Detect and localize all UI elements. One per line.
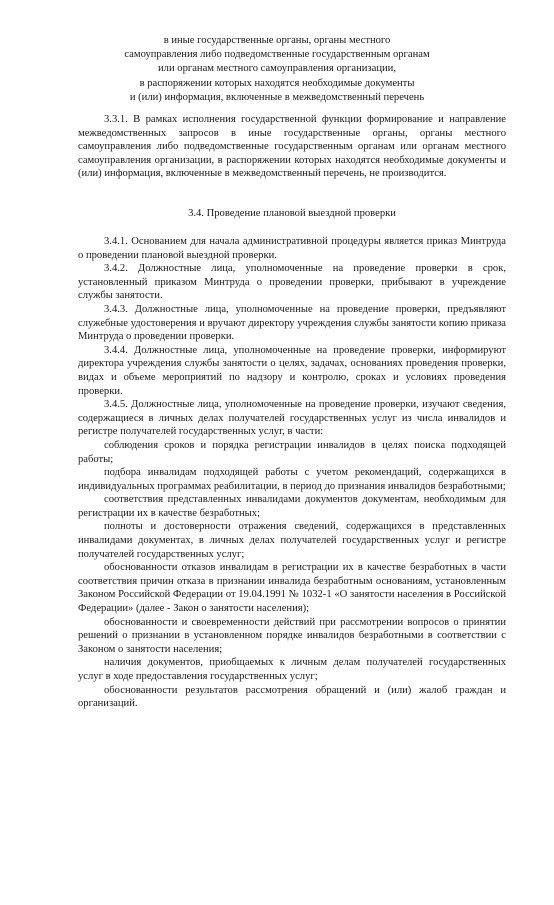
header-line: в иные государственные органы, органы местного [163, 35, 391, 46]
header-line: в распоряжении которых находятся необходимые документы [139, 77, 415, 89]
list-item: обоснованности и своевременности действий при рассмотрении вопросов о принятии решений о признании в установленном порядке инвалидов безработными в соответствии с Законом о занятости населения; [78, 616, 506, 655]
list-item: подбора инвалидам подходящей работы с учетом рекомендаций, содержащихся в индивидуальных программах реабилитации, в период до признания инвалидов безработными; [78, 467, 506, 492]
header-line: самоуправления либо подведомственные государственным органам [124, 49, 430, 61]
paragraph: 3.4.3. Должностные лица, уполномоченные на проведение проверки, предъявляют служебные удостоверения и вручают директору учреждения службы занятости копию приказа Минтруда о проведении проверки. [78, 303, 506, 343]
paragraph-3-3-1-block [78, 113, 506, 181]
header-line: или органам местного самоуправления организации, [158, 63, 396, 75]
paragraph: 3.4.5. Должностные лица, уполномоченные на проведение проверки, изучают сведения, содержащиеся в личных делах получателей государственных услуг из числа инвалидов и регистре получателей государственных услуг, в части: [78, 399, 506, 438]
paragraph: 3.4.2. Должностные лица, уполномоченные на проведение проверки в срок, установленный приказом Минтруда о проведении проверки, прибывают в учреждение службы занятости. [78, 263, 506, 302]
list-item: соблюдения сроков и порядка регистрации инвалидов в целях поиска подходящей работы; [78, 439, 506, 465]
section-3-4-body [78, 235, 506, 711]
paragraph-3-3-1: 3.3.1. В рамках исполнения государственной функции формирование и направление межведомственных запросов в иные государственные органы, органы местного самоуправления либо подведомственные государственным органам или органам местного самоуправления организации, в распоряжении которых находятся необходимые документы и (или) информация, включенные в межведомственный перечень, не производится. [78, 114, 506, 180]
list-item: обоснованности отказов инвалидам в регистрации их в качестве безработных в части соответствия причин отказа в признании инвалида безработным основаниям, установленным Законом Российской Федерации от 19.04.1991 № 1032-1 «О занятости населения в Российской Федерации» (далее - Закон о занятости населения); [78, 562, 506, 615]
list-item: обоснованности результатов рассмотрения обращений и (или) жалоб граждан и организаций. [78, 684, 506, 710]
header-line: и (или) информация, включенные в межведомственный перечень [129, 91, 425, 103]
list-item: наличия документов, приобщаемых к личным делам получателей государственных услуг в ходе предоставления государственных услуг; [78, 657, 506, 682]
list-item: полноты и достоверности отражения сведений, содержащихся в представленных инвалидами документах, в личных делах получателей государственных услуг и регистре получателей государственных услуг; [78, 521, 506, 560]
paragraph: 3.4.4. Должностные лица, уполномоченные на проведение проверки, информируют директора учреждения службы занятости о целях, задачах, основаниях проведения проверки, видах и объеме мероприятий по надзору и контролю, сроках и условиях проведения проверки. [78, 344, 506, 397]
paragraph: 3.4.1. Основанием для начала административной процедуры является приказ Минтруда о проведении плановой выездной проверки. [78, 236, 506, 261]
list-item: соответствия представленных инвалидами документов документам, необходимым для регистрации их в качестве безработных; [78, 494, 506, 519]
header-block [60, 34, 494, 105]
section-heading: 3.4. Проведение плановой выездной проверки [188, 208, 396, 219]
